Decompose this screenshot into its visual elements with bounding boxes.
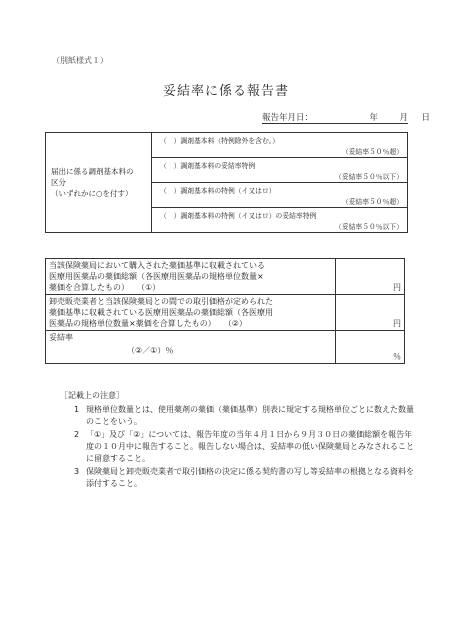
month-label: 月 <box>399 113 408 123</box>
fee-option-label: （ ）調剤基本料の妥結率特例 <box>160 162 256 170</box>
note-number: 3 <box>74 467 80 476</box>
note-text: 規格単位数量とは、使用薬剤の薬価（薬価基準）別表に規定する規格単位ごとに数えた数量のことをいう。 <box>86 405 414 426</box>
yen-unit: 円 <box>393 283 401 292</box>
report-date-label: 報告年月日： <box>262 113 314 123</box>
negotiated-total-line: 医薬品の規格単位数量×薬価を合算したもの） （②） <box>49 319 247 328</box>
fee-option-label: （ ）調剤基本料（特例除外を含む。） <box>160 137 279 145</box>
negotiated-total-line: 薬価基準に収載されている医療用医薬品の薬価総額（各医療用 <box>49 308 273 317</box>
percent-unit: ％ <box>393 352 401 361</box>
fee-option-cell[interactable] <box>152 208 408 233</box>
document-title: 妥結率に係る報告書 <box>162 84 289 99</box>
settlement-rate-table <box>45 258 405 364</box>
report-date-underline <box>262 123 408 124</box>
report-date-line <box>262 111 430 123</box>
note-text: 保険薬局と卸売販売業者で取引価格の決定に係る契約書の写し等妥結率の根拠となる資料を添付すること。 <box>86 467 414 488</box>
note-item <box>60 466 415 490</box>
note-text: 「①」及び「②」については、報告年度の当年４月１日から９月３０日の薬価総額を報告年度の１０月中に報告すること。報告しない場合は、妥結率の低い保険薬局とみなされることに留意すること。 <box>86 430 414 463</box>
year-label: 年 <box>369 113 378 123</box>
fee-option-cell[interactable] <box>152 183 408 208</box>
notes-section <box>60 390 415 491</box>
fee-option-rate: （妥結率５０％超） <box>341 198 403 206</box>
purchase-total-line: 薬価を合算したもの） （①） <box>49 283 161 292</box>
fee-category-table <box>45 132 408 233</box>
fee-category-label-cell <box>46 133 152 233</box>
note-item <box>60 429 415 465</box>
fee-option-rate: （妥結率５０％以下） <box>335 173 403 181</box>
note-item <box>60 404 415 428</box>
negotiated-total-amount-cell[interactable] <box>336 295 405 331</box>
form-number: （別紙様式１） <box>52 56 108 65</box>
note-number: 2 <box>74 430 80 439</box>
fee-option-label: （ ）調剤基本料の特例（イ又はロ）の妥結率特例 <box>160 212 317 220</box>
settlement-rate-value-cell[interactable] <box>336 331 405 364</box>
fee-option-cell[interactable] <box>152 133 408 158</box>
negotiated-total-description <box>46 295 336 331</box>
note-number: 1 <box>74 405 80 414</box>
fee-category-label-line1: 届出に係る調剤基本料の <box>51 167 134 176</box>
purchase-total-amount-cell[interactable] <box>336 259 405 295</box>
fee-category-label-line2: 区分 <box>51 178 66 187</box>
settlement-rate-formula: （②／①）％ <box>127 346 174 355</box>
negotiated-total-line: 卸売販売業者と当該保険薬局との間での取引価格が定められた <box>49 297 273 306</box>
notes-heading: ［記載上の注意］ <box>60 391 124 400</box>
purchase-total-line: 医療用医薬品の薬価総額（各医療用医薬品の規格単位数量× <box>49 272 264 281</box>
purchase-total-description <box>46 259 336 295</box>
settlement-rate-label: 妥結率 <box>49 333 73 342</box>
purchase-total-line: 当該保険薬局において購入された薬価基準に収載されている <box>49 261 265 270</box>
fee-option-rate: （妥結率５０％超） <box>341 148 403 156</box>
fee-option-rate: （妥結率５０％以下） <box>335 223 403 231</box>
yen-unit: 円 <box>393 319 401 328</box>
fee-option-label: （ ）調剤基本料の特例（イ又はロ） <box>160 187 276 195</box>
settlement-rate-description <box>46 331 336 364</box>
fee-category-label-line3: （いずれかに○を付す） <box>51 189 133 198</box>
day-label: 日 <box>421 113 430 123</box>
fee-option-cell[interactable] <box>152 158 408 183</box>
